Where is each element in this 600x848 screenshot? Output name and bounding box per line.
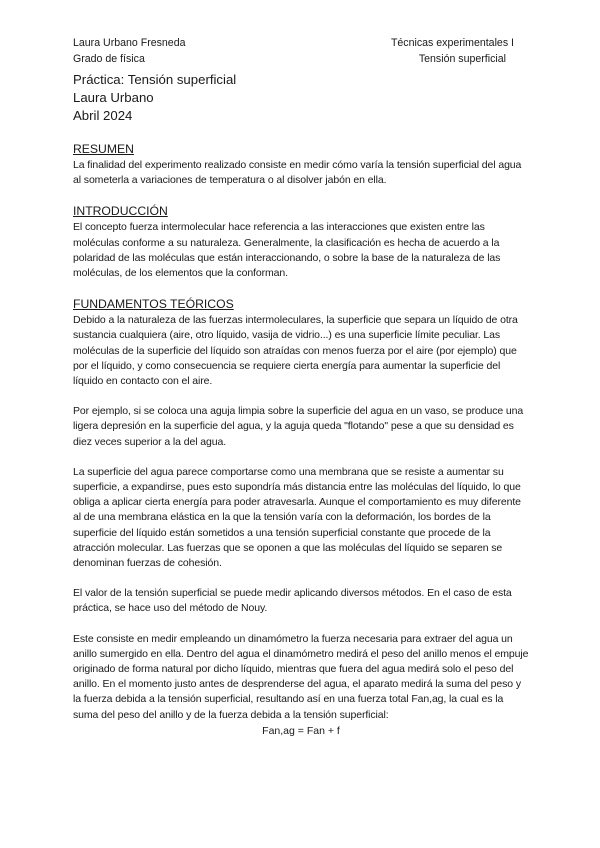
section-heading: INTRODUCCIÓN <box>73 204 168 219</box>
paragraph: El valor de la tensión superficial se puede medir aplicando diversos métodos. En el caso de esta práctica, se hace uso del método de Nouy. <box>73 587 512 615</box>
paragraph: La finalidad del experimento realizado consiste en medir cómo varía la tensión superficial del agua al someterla a variaciones de temperatura o al disolver jabón en ella. <box>73 159 522 187</box>
section-introduccion <box>73 203 529 281</box>
paragraph: Debido a la naturaleza de las fuerzas intermoleculares, la superficie que separa un líquido de otra sustancia cualquiera (aire, otro líquido, vasija de vidrio...) es una superficie límite peculiar. Las moléculas de la superficie del líquido son atraídas con menos fuerza por el aire (por ejemplo) que por el líquido, y como consecuencia se requiere cierta energía para aumentar la superficie del líquido en contacto con el aire. <box>73 314 518 388</box>
document-date: Abril 2024 <box>73 108 133 123</box>
paragraph: La superficie del agua parece comportarse como una membrana que se resiste a aumentar su superficie, a expandirse, pues esto supondría más distancia entre las moléculas del líquido, lo que obliga a aplicar cierta energía para poder atravesarla. Aunque el comportamiento es muy diferente al de una membrana elástica en la que la tensión varía con la deformación, los bordes de la superficie del líquido están sometidos a una tensión superficial constante que procede de la atracción molecular. Las fuerzas que se oponen a que las moléculas del líquido se separen se denominan fuerzas de cohesión. <box>73 465 521 570</box>
topic-name: Tensión superficial <box>418 53 506 65</box>
document-body <box>73 141 529 739</box>
document-author: Laura Urbano <box>73 90 154 105</box>
author-name: Laura Urbano Fresneda <box>73 37 186 49</box>
paragraph: Este consiste en medir empleando un dinamómetro la fuerza necesaria para extraer del agua un anillo sumergido en ella. Dentro del agua el dinamómetro medirá el peso del anillo menos el empuje originado de forma natural por dicho líquido, mientras que fuera del agua medirá solo el peso del anillo. En el momento justo antes de desprenderse del agua, el aparato medirá la suma del peso y la fuerza debida a la tensión superficial, resultando así en una fuerza total Fan,ag, la cual es la suma del peso del anillo y de la fuerza debida a la tensión superficial: <box>73 632 529 721</box>
section-resumen <box>73 141 529 188</box>
paragraph: El concepto fuerza intermolecular hace referencia a las interacciones que existen entre las moléculas conforme a su naturaleza. Generalmente, la clasificación es hecha de acuerdo a la polaridad de las moléculas que están interaccionando, o sobre la base de la naturaleza de las moléculas, de los elementos que la conforman. <box>73 221 501 280</box>
title-block <box>73 71 236 125</box>
section-heading: FUNDAMENTOS TEÓRICOS <box>73 297 234 312</box>
section-heading: RESUMEN <box>73 142 134 156</box>
header-left <box>73 35 185 67</box>
formula: Fan,ag = Fan + f <box>262 724 340 737</box>
document-title: Práctica: Tensión superficial <box>73 72 237 87</box>
header-right <box>391 35 514 67</box>
degree-name: Grado de física <box>73 53 145 65</box>
paragraph: Por ejemplo, si se coloca una aguja limpia sobre la superficie del agua en un vaso, se produce una ligera depresión en la superficie del agua, y la aguja queda "flotando" pese a que su densidad es diez veces superior a la del agua. <box>73 405 524 448</box>
course-name: Técnicas experimentales I <box>390 37 514 49</box>
section-fundamentos <box>73 296 529 739</box>
